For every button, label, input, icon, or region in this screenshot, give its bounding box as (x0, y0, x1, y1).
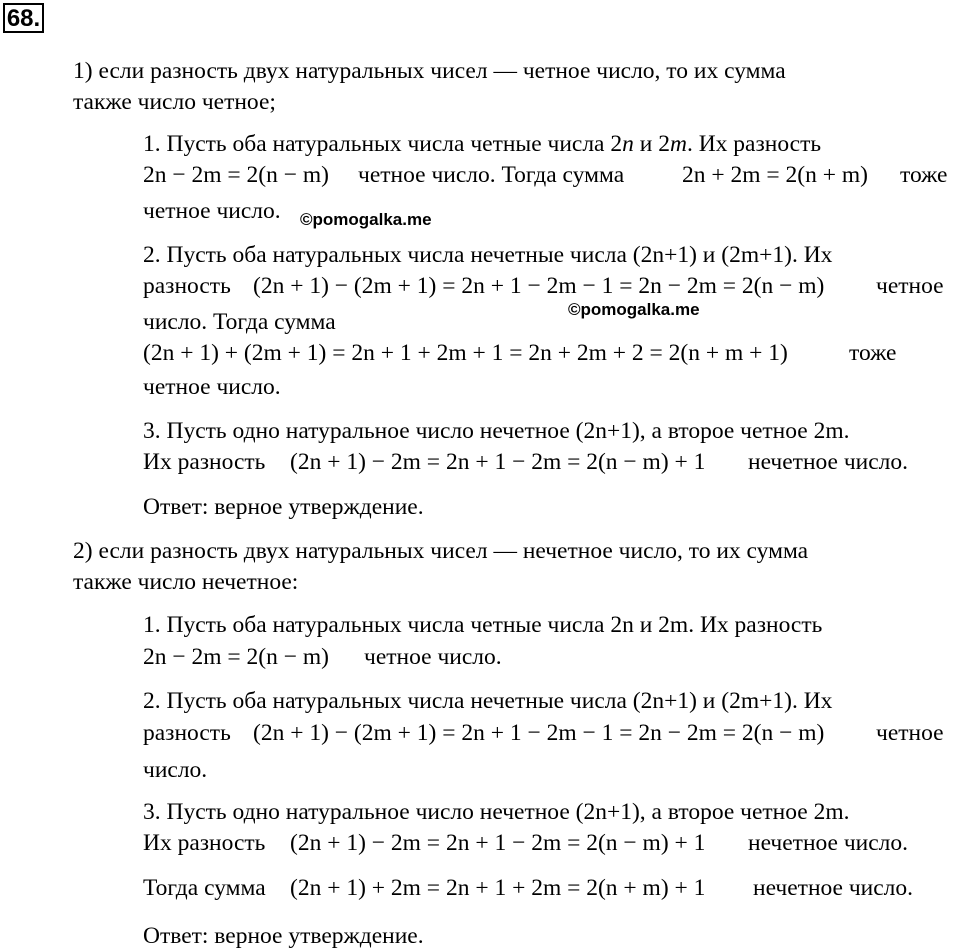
p2-case2-line2-pre: разность (143, 720, 231, 746)
p1-case1-eq2: 2n + 2m = 2(n + m) (682, 162, 868, 188)
p1-case3-line1: 3. Пусть одно натуральное число нечетное (2n+1), а второе четное 2m. (143, 418, 850, 444)
p2-case3-line2-post: нечетное число. (748, 830, 909, 856)
p2-case3-line2-pre: Их разность (143, 830, 266, 856)
p2-case3-line1: 3. Пусть одно натуральное число нечетное (2n+1), а второе четное 2m. (143, 799, 850, 825)
p2-case3-eq: (2n + 1) − 2m = 2n + 1 − 2m = 2(n − m) + 1 (290, 830, 706, 856)
part1-statement-line2: также число четное; (73, 89, 276, 115)
p2-case3-line3-pre: Тогда сумма (143, 875, 266, 901)
p1-case1-text1: четное число. Тогда сумма (358, 162, 625, 188)
watermark: ©pomogalka.me (300, 210, 432, 229)
p1-case1-eq1: 2n − 2m = 2(n − m) (143, 162, 329, 188)
part1-statement-line1: 1) если разность двух натуральных чисел — четное число, то их сумма (73, 58, 786, 84)
p1-case3-line2-post: нечетное число. (748, 449, 909, 475)
p1-answer: Ответ: верное утверждение. (143, 494, 424, 520)
p1-case2-eq2-post: тоже (849, 340, 897, 366)
p2-case2-line1: 2. Пусть оба натуральных числа нечетные числа (2n+1) и (2m+1). Их (143, 688, 833, 714)
problem-number: 68. (3, 3, 44, 33)
p2-answer: Ответ: верное утверждение. (143, 923, 424, 949)
p2-case1-eq: 2n − 2m = 2(n − m) (143, 644, 329, 670)
p1-case3-eq: (2n + 1) − 2m = 2n + 1 − 2m = 2(n − m) + 1 (290, 449, 706, 475)
p1-case2-line2-post: четное (876, 273, 944, 299)
p1-case1-line1: 1. Пусть оба натуральных числа четные числа 2n и 2m. Их разность (143, 131, 822, 157)
p2-case2-line2-post: четное (876, 720, 944, 746)
p1-case2-line5: четное число. (143, 374, 281, 400)
p1-case1-line3: четное число. (143, 198, 281, 224)
part2-statement-line1: 2) если разность двух натуральных чисел — нечетное число, то их сумма (73, 538, 809, 564)
p1-case2-eq1: (2n + 1) − (2m + 1) = 2n + 1 − 2m − 1 = 2n − 2m = 2(n − m) (253, 273, 825, 299)
part2-statement-line2: также число нечетное: (73, 569, 299, 595)
p2-case1-line1: 1. Пусть оба натуральных числа четные числа 2n и 2m. Их разность (143, 612, 823, 638)
p1-case2-line3: число. Тогда сумма (143, 309, 336, 335)
p2-case2-eq: (2n + 1) − (2m + 1) = 2n + 1 − 2m − 1 = 2n − 2m = 2(n − m) (253, 720, 825, 746)
p2-case3-eq2: (2n + 1) + 2m = 2n + 1 + 2m = 2(n + m) + 1 (290, 875, 706, 901)
p1-case3-line2-pre: Их разность (143, 449, 266, 475)
p2-case1-post: четное число. (364, 644, 502, 670)
watermark: ©pomogalka.me (568, 300, 700, 319)
p2-case2-line3: число. (143, 757, 208, 783)
p2-case3-line3-post: нечетное число. (753, 875, 914, 901)
p1-case1-text2: тоже (900, 162, 948, 188)
p1-case2-line1: 2. Пусть оба натуральных числа нечетные числа (2n+1) и (2m+1). Их (143, 242, 833, 268)
p1-case2-eq2: (2n + 1) + (2m + 1) = 2n + 1 + 2m + 1 = 2n + 2m + 2 = 2(n + m + 1) (143, 340, 788, 366)
p1-case2-line2-pre: разность (143, 273, 231, 299)
